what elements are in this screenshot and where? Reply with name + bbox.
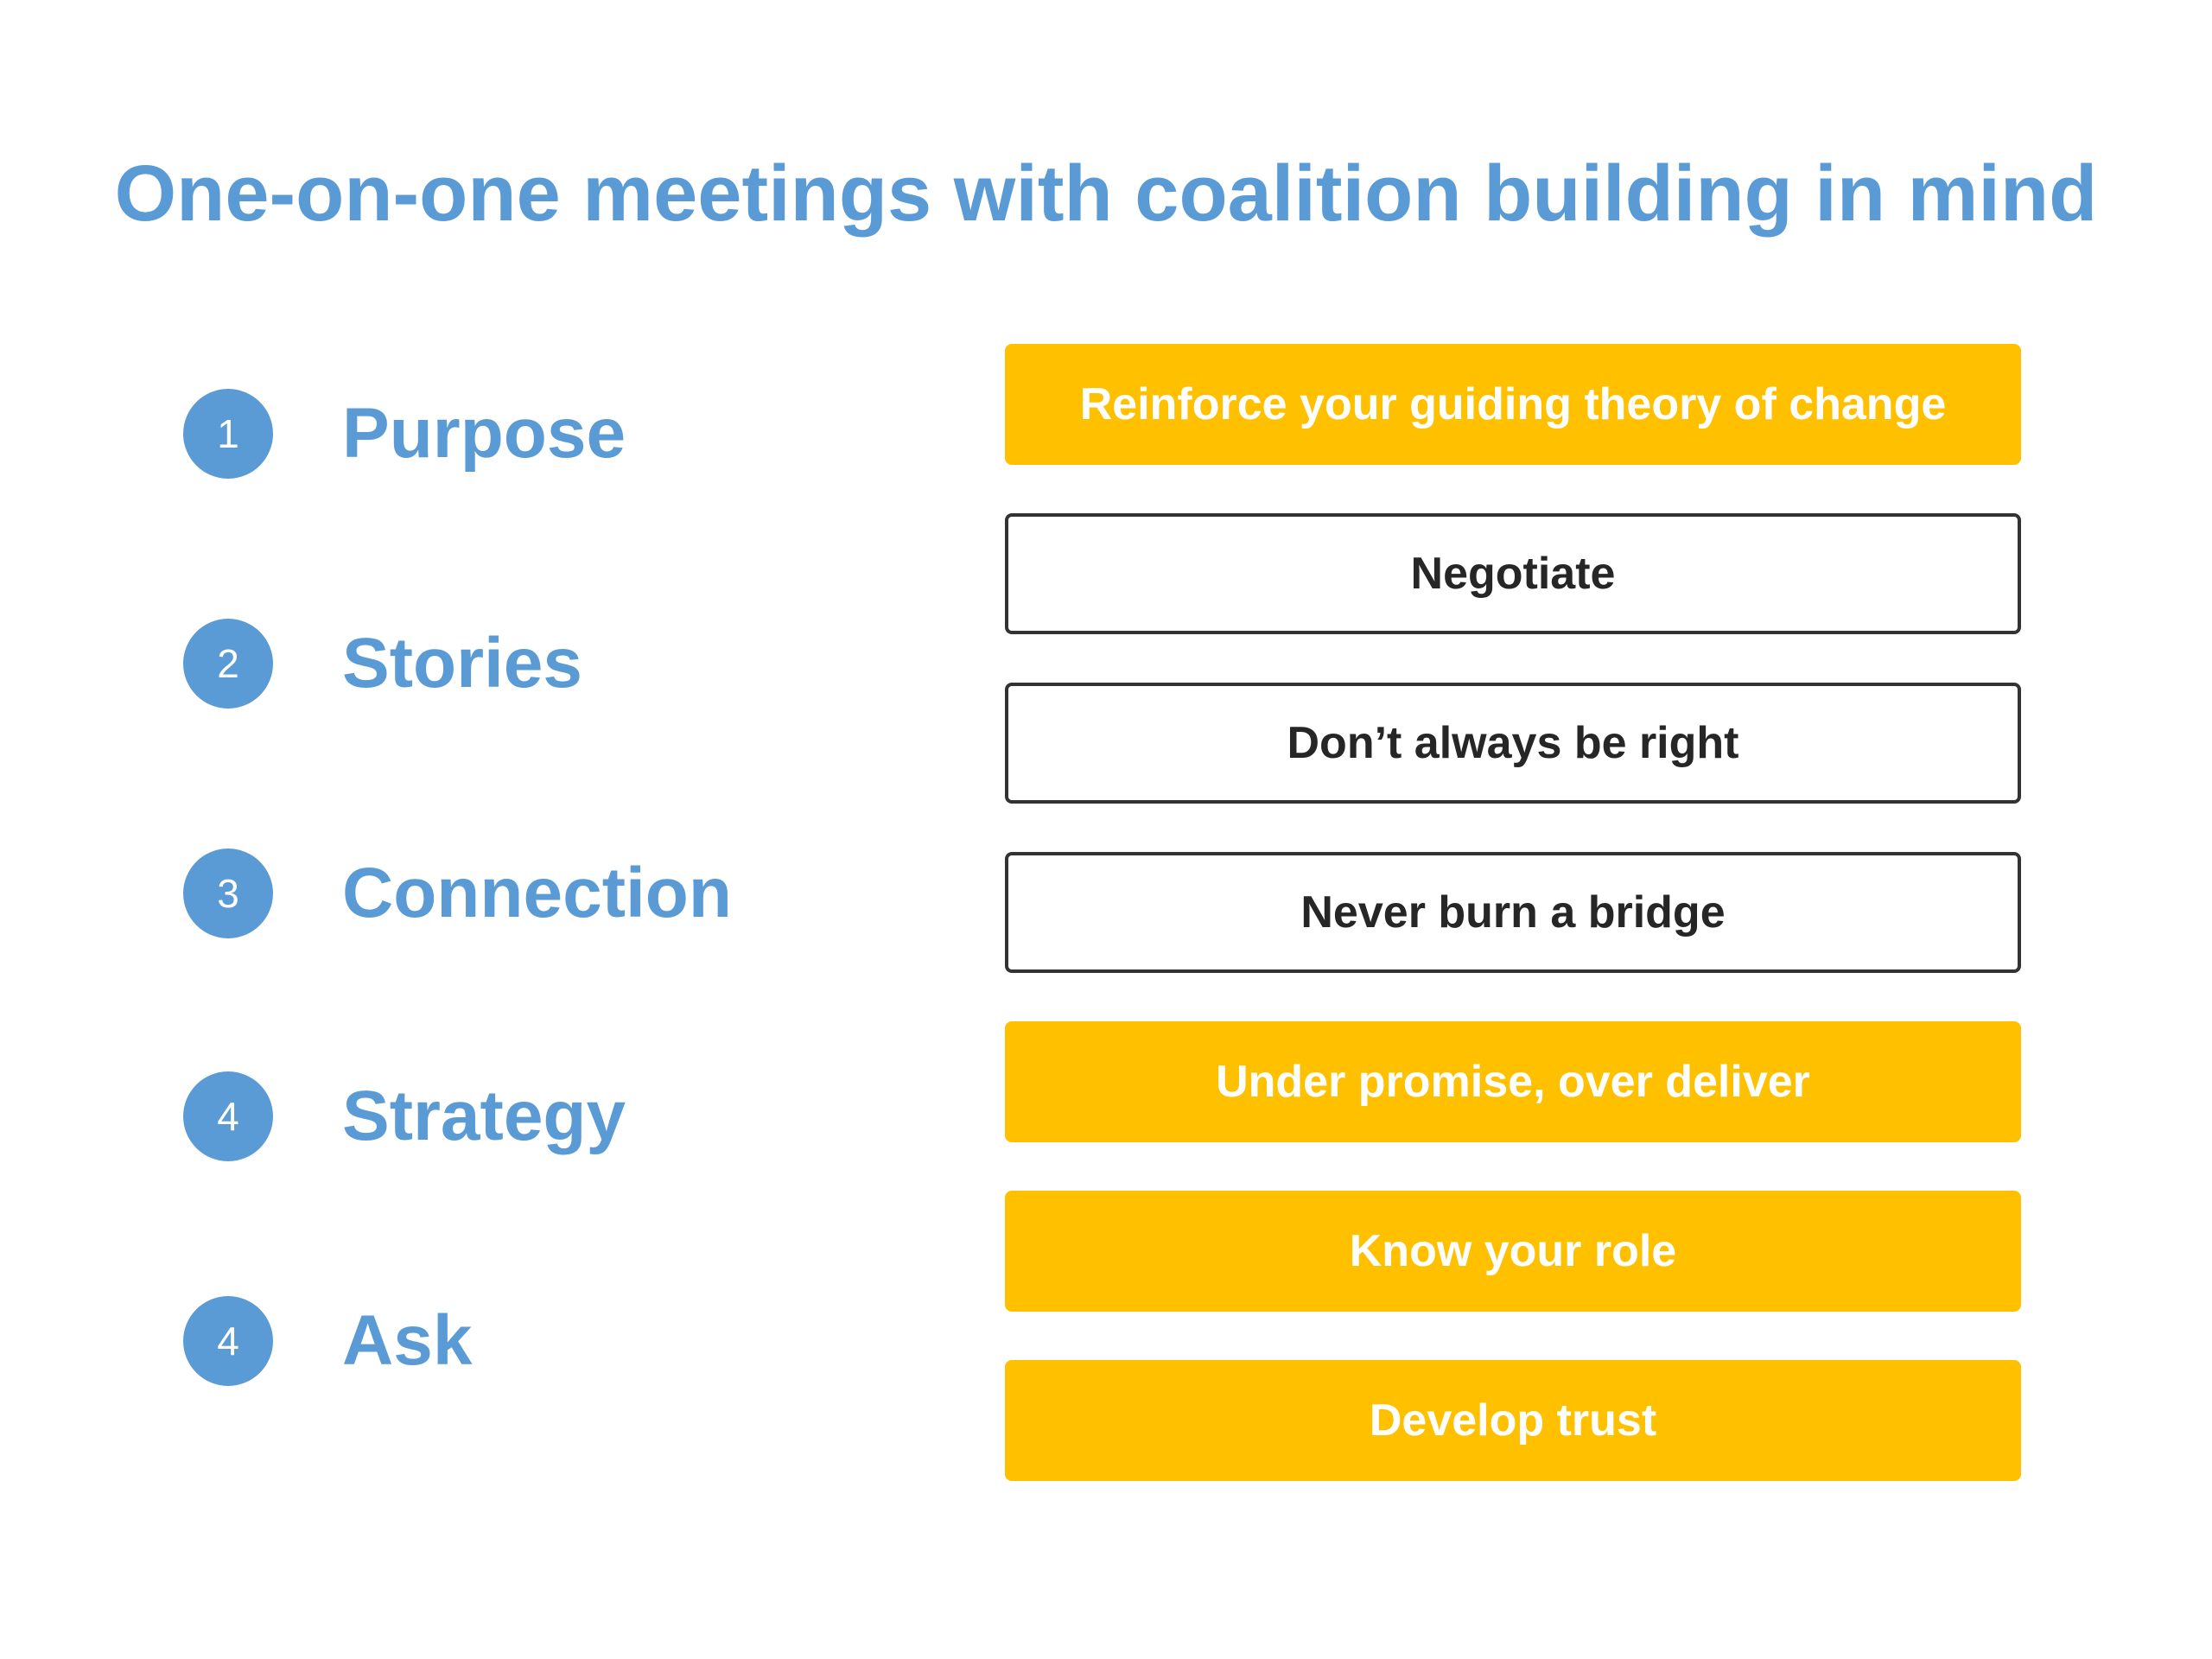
step-number-badge: 2 bbox=[183, 619, 273, 709]
step-item-stories bbox=[183, 619, 582, 709]
step-number-badge: 3 bbox=[183, 849, 273, 938]
step-item-strategy bbox=[183, 1071, 626, 1161]
step-item-ask bbox=[183, 1296, 472, 1386]
tip-box-dont-always-be-right: Don’t always be right bbox=[1005, 683, 2021, 804]
step-item-connection bbox=[183, 849, 732, 938]
step-label: Purpose bbox=[342, 394, 626, 473]
tip-box-negotiate: Negotiate bbox=[1005, 513, 2021, 634]
step-number-badge: 1 bbox=[183, 389, 273, 479]
step-label: Connection bbox=[342, 854, 732, 932]
step-number-badge: 4 bbox=[183, 1071, 273, 1161]
tip-box-never-burn-bridge: Never burn a bridge bbox=[1005, 852, 2021, 973]
tip-box-under-promise: Under promise, over deliver bbox=[1005, 1021, 2021, 1142]
tip-box-develop-trust: Develop trust bbox=[1005, 1360, 2021, 1481]
step-item-purpose bbox=[183, 389, 626, 479]
step-label: Strategy bbox=[342, 1077, 626, 1155]
tip-box-reinforce-theory: Reinforce your guiding theory of change bbox=[1005, 344, 2021, 465]
tip-box-know-your-role: Know your role bbox=[1005, 1191, 2021, 1312]
step-number-badge: 4 bbox=[183, 1296, 273, 1386]
slide-title: One-on-one meetings with coalition building in mind bbox=[114, 149, 2098, 238]
step-label: Ask bbox=[342, 1301, 473, 1380]
step-label: Stories bbox=[342, 624, 582, 702]
